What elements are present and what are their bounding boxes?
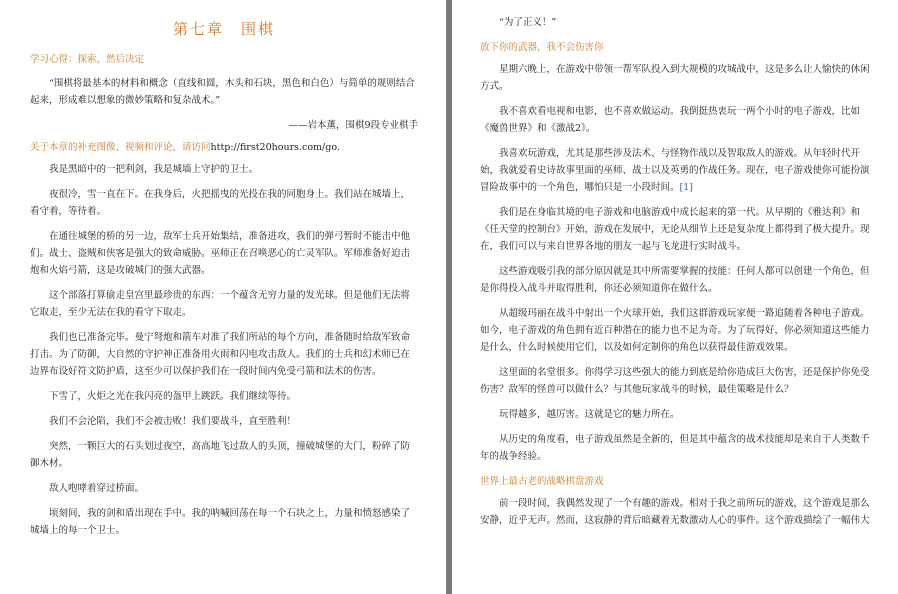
body-paragraph: 夜很冷，雪一直在下。在我身后，火把摇曳的光投在我的同胞身上。我们站在城墙上，看守着，等待着。 <box>30 189 411 217</box>
opening-quote: “为了正义！” <box>499 17 557 28</box>
body-paragraph: 我不喜欢看电视和电影，也不喜欢做运动。我倒挺热衷玩一两个小时的电子游戏，比如《魔兽世界》和《激战2》。 <box>480 106 861 134</box>
body-paragraph: 玩得越多，越厉害。这就是它的魅力所在。 <box>499 409 680 420</box>
body-paragraph: 这个部落打算偷走皇宫里最珍贵的东西：一个蕴含无穷力量的发光球。但是他们无法将它取走，至少无法在我的看守下取走。 <box>30 290 411 318</box>
body-paragraph: 前一段时间，我偶然发现了一个有趣的游戏。相对于我之前所玩的游戏，这个游戏是那么安静，近乎无声。然而，这寂静的背后暗藏着无数激动人心的事件。这个游戏描绘了一幅伟大 <box>480 498 870 526</box>
supplement-note <box>30 139 418 153</box>
body-paragraph: 下雪了，火炬之光在我闪亮的盔甲上跳跃。我们继续等待。 <box>49 391 297 402</box>
epigraph-attribution: ——岩本薰，围棋9段专业棋手 <box>288 120 418 131</box>
body-paragraph: 我们也已准备完毕。曼宁弩炮和箭车对准了我们所站的每个方向，准备随时给敌军致命打击。为了防御，大自然的守护神正准备用火雨和闪电攻击敌人。我们的士兵和幻术师已在边界布设好符文防护盾，这至少可以保护我们在一段时间内免受弓箭和法术的伤害。 <box>30 332 411 377</box>
body-paragraph: 我们不会沦陷，我们不会被击败！我们要战斗，直至胜利！ <box>49 416 297 427</box>
section-heading: 放下你的武器，我不会伤害你 <box>480 42 604 53</box>
supplement-link[interactable]: http://first20hours.com/go. <box>210 142 340 153</box>
body-paragraph: 从超级玛丽在战斗中射出一个火球开始，我们这群游戏玩家便一路追随着各种电子游戏。如今，电子游戏的角色拥有近百种潜在的能力也不足为奇。为了玩得好，你必须知道这些能力是什么，什么时候使用它们，以及如何定制你的角色以获得最佳游戏效果。 <box>480 308 870 353</box>
body-paragraph: 顷刻间，我的剑和盾出现在手中。我的呐喊回荡在每一个石块之上，力量和愤怒感染了城墙上的每一个卫士。 <box>30 508 411 536</box>
supplement-note-label: 关于本章的补充图像、视频和评论，请访问 <box>30 142 211 153</box>
body-paragraph: 星期六晚上，在游戏中带领一帮军队投入到大规模的攻城战中，这是多么让人愉快的休闲方式。 <box>480 64 870 92</box>
body-paragraph: 我们是在身临其境的电子游戏和电脑游戏中成长起来的第一代。从早期的《雅达利》和《任天堂的控制台》开始，游戏在发展中，无论从细节上还是复杂度上都得到了极大提升。现在，我们可以与来自世界各地的朋友一起与飞龙进行实时战斗。 <box>480 207 870 252</box>
body-paragraph: 这些游戏吸引我的部分原因就是其中所需要掌握的技能：任何人都可以创建一个角色，但是你得投入战斗并取得胜利，你还必须知道你在做什么。 <box>480 266 870 294</box>
body-paragraph: 突然，一颗巨大的石头划过夜空，高高地飞过敌人的头顶，撞破城堡的大门，粉碎了防御木材。 <box>30 441 411 469</box>
footnote-link[interactable]: [1] <box>679 182 693 193</box>
body-paragraph-with-footnote <box>480 145 870 196</box>
chapter-title: 第七章 围棋 <box>172 20 275 38</box>
section-heading: 世界上最古老的战略棋盘游戏 <box>480 476 604 487</box>
right-page <box>452 0 898 594</box>
body-paragraph: 在通往城堡的桥的另一边，敌军士兵开始集结，准备进攻，我们的弹弓暂时不能击中他们。战士、盗贼和侠客是强大的致命威胁。巫师正在召唤恶心的亡灵军队。军师准备好迫击炮和火焰弓箭，这是攻破城门的强大武器。 <box>30 231 411 276</box>
left-page <box>0 0 446 594</box>
epigraph-quote: “围棋将最基本的材料和概念（直线和圆，木头和石块，黑色和白色）与简单的规则结合起来，形成难以想象的微妙策略和复杂战术。” <box>30 78 415 106</box>
chapter-subtitle: 学习心得：探索，然后决定 <box>30 54 145 65</box>
body-paragraph: 敌人咆哮着穿过桥面。 <box>49 483 145 494</box>
paragraph-text: 我喜欢玩游戏，尤其是那些涉及法术、与怪物作战以及智取敌人的游戏。从年轻时代开始，我就爱看史诗故事里面的巫师、战士以及英勇的作战任务。现在，电子游戏使你可能扮演冒险故事中的一个角色，哪怕只是一小段时间。 <box>480 148 870 193</box>
body-paragraph: 这里面的名堂很多。你得学习这些强大的能力到底是给你造成巨大伤害，还是保护你免受伤害？敌军的怪兽可以做什么？与其他玩家战斗的时候，最佳策略是什么？ <box>480 367 870 395</box>
body-paragraph: 我是黑暗中的一把利剑，我是城墙上守护的卫士。 <box>49 164 259 175</box>
body-paragraph: 从历史的角度看，电子游戏虽然是全新的，但是其中蕴含的战术技能却是来自于人类数千年的战争经验。 <box>480 434 870 462</box>
